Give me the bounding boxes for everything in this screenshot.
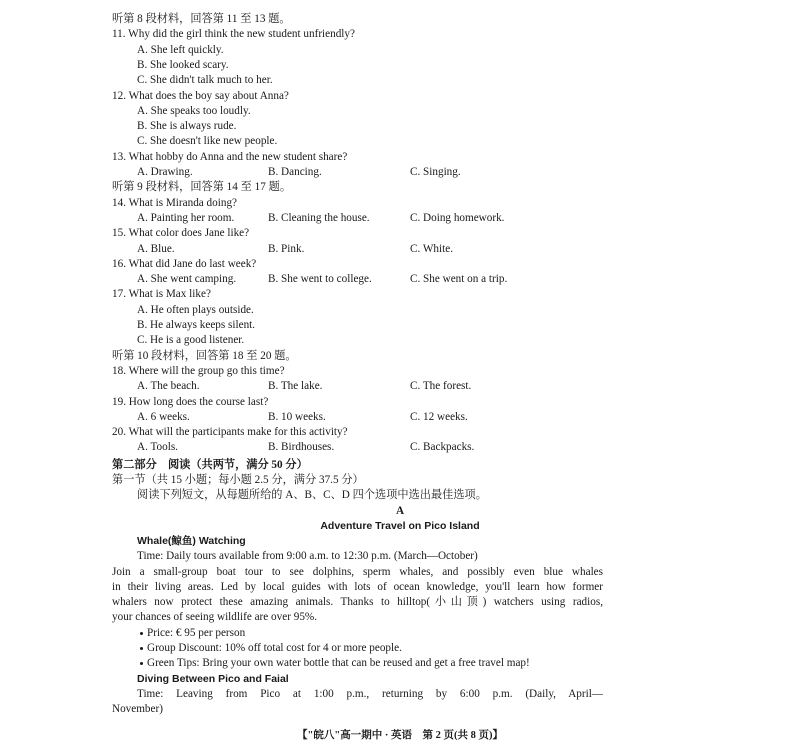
passage-letter: A xyxy=(395,505,405,517)
whale-bullet-price xyxy=(140,626,245,640)
option-b: B. Pink. xyxy=(268,242,305,255)
option: C. She didn't talk much to her. xyxy=(137,74,273,87)
whale-para-line-4: your chances of seeing wildlife are over 95%. xyxy=(112,611,318,623)
option-b: B. Dancing. xyxy=(268,166,322,178)
question: 11. Why did the girl think the new student unfriendly? xyxy=(112,28,355,41)
option-b: B. Birdhouses. xyxy=(268,441,335,454)
question: 16. What did Jane do last week? xyxy=(112,257,257,270)
bullet-dot-icon xyxy=(140,632,143,635)
diving-time-line-2: November) xyxy=(112,703,163,715)
option-c: C. The forest. xyxy=(410,380,472,393)
option-c: C. Doing homework. xyxy=(410,211,505,224)
question: 14. What is Miranda doing? xyxy=(112,196,238,209)
question: 19. How long does the course last? xyxy=(112,395,269,408)
question: 15. What color does Jane like? xyxy=(112,227,250,240)
option-a: A. Blue. xyxy=(137,242,175,255)
option-c: C. She went on a trip. xyxy=(410,273,508,286)
option-a: A. Drawing. xyxy=(137,166,193,178)
option-a: A. Painting her room. xyxy=(137,211,235,224)
whale-bullet-green-tips xyxy=(140,656,530,670)
option-c: C. Backpacks. xyxy=(410,441,475,454)
question: 17. What is Max like? xyxy=(112,288,211,301)
reading-part-title: 第二部分 阅读（共两节，满分 50 分） xyxy=(112,459,308,471)
bullet-dot-icon xyxy=(140,647,143,650)
option: B. He always keeps silent. xyxy=(137,319,256,331)
bullet-text: Group Discount: 10% off total cost for 4 or more people. xyxy=(147,642,402,654)
whale-para-line-2: in their living areas. Led by local guides with lots of ocean knowledge, you'll learn how former xyxy=(112,581,603,593)
option: B. She is always rude. xyxy=(137,120,237,133)
option: A. He often plays outside. xyxy=(137,303,254,316)
whale-para-line-1: Join a small-group boat tour to see dolphins, sperm whales, and possibly even blue whales xyxy=(112,566,603,578)
option: A. She speaks too loudly. xyxy=(137,104,251,117)
diving-time-line-1: Time: Leaving from Pico at 1:00 p.m., returning by 6:00 p.m. (Daily, April— xyxy=(137,688,603,700)
passage-title: Adventure Travel on Pico Island xyxy=(320,520,480,532)
option-a: A. She went camping. xyxy=(137,273,237,286)
option-c: C. Singing. xyxy=(410,166,461,178)
question: 12. What does the boy say about Anna? xyxy=(112,89,289,102)
option-b: B. 10 weeks. xyxy=(268,410,326,423)
option-a: A. Tools. xyxy=(137,441,178,454)
option: B. She looked scary. xyxy=(137,58,229,71)
listening-instruction: 听第 10 段材料，回答第 18 至 20 题。 xyxy=(112,349,297,362)
option-b: B. She went to college. xyxy=(268,273,372,286)
option-b: B. Cleaning the house. xyxy=(268,211,370,224)
bullet-text: Price: € 95 per person xyxy=(147,627,246,639)
reading-section-title: 第一节（共 15 小题；每小题 2.5 分，满分 37.5 分） xyxy=(112,474,364,486)
whale-bullet-discount xyxy=(140,641,402,655)
option: A. She left quickly. xyxy=(137,43,224,56)
option-b: B. The lake. xyxy=(268,380,323,393)
question: 20. What will the participants make for this activity? xyxy=(112,426,348,439)
option-c: C. White. xyxy=(410,242,453,255)
page-footer: 【"皖八"高一期中 · 英语 第 2 页(共 8 页)】 xyxy=(297,730,503,741)
bullet-text: Green Tips: Bring your own water bottle that can be reused and get a free travel map! xyxy=(147,657,530,669)
option-a: A. 6 weeks. xyxy=(137,410,190,423)
listening-instruction: 听第 8 段材料，回答第 11 至 13 题。 xyxy=(112,13,291,25)
whale-time: Time: Daily tours available from 9:00 a.m. to 12:30 p.m. (March—October) xyxy=(137,550,478,562)
option: C. He is a good listener. xyxy=(137,334,245,347)
diving-heading: Diving Between Pico and Faial xyxy=(137,673,289,685)
question: 18. Where will the group go this time? xyxy=(112,364,285,377)
bullet-dot-icon xyxy=(140,662,143,665)
question: 13. What hobby do Anna and the new student share? xyxy=(112,150,348,163)
whale-heading: Whale(鲸鱼) Watching xyxy=(137,535,246,547)
option-a: A. The beach. xyxy=(137,380,200,393)
reading-instruction: 阅读下列短文，从每题所给的 A、B、C、D 四个选项中选出最佳选项。 xyxy=(137,489,487,501)
option: C. She doesn't like new people. xyxy=(137,135,278,148)
option-c: C. 12 weeks. xyxy=(410,410,468,423)
whale-para-line-3: whalers now protect these amazing animals. Thanks to hilltop(小山顶) watchers using radios, xyxy=(112,596,603,608)
listening-instruction: 听第 9 段材料，回答第 14 至 17 题。 xyxy=(112,181,292,194)
